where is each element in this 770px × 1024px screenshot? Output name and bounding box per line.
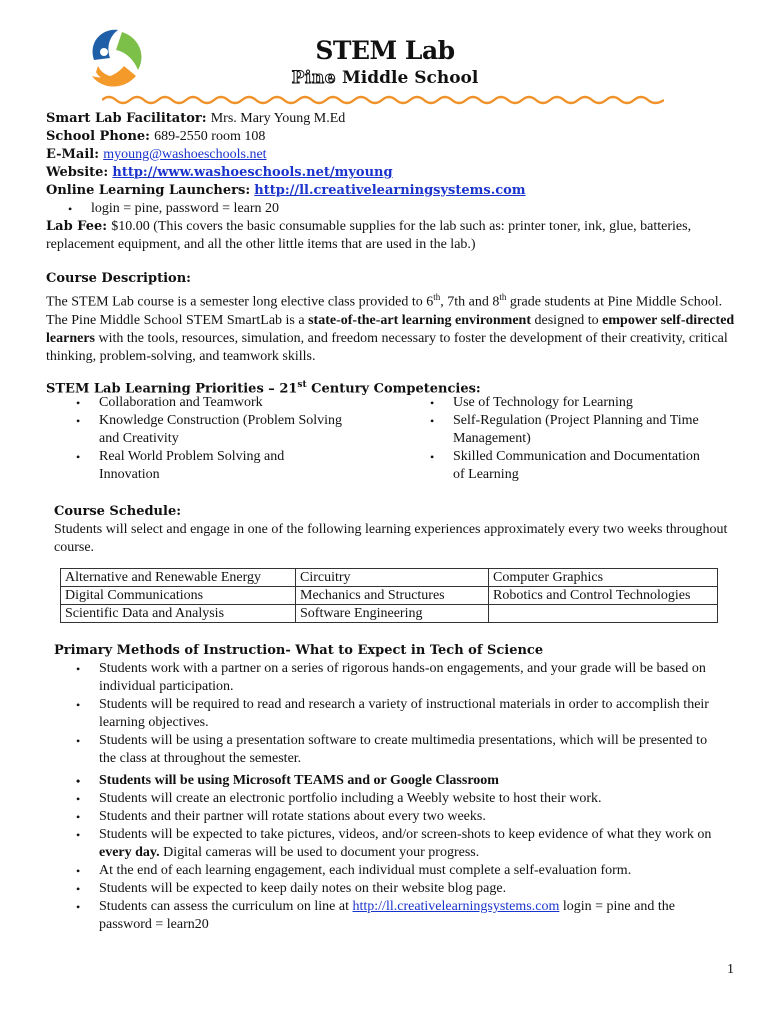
table-row [61,569,718,587]
method-text-bold: every day. [99,845,160,860]
subtitle-rest: Middle School [336,68,479,88]
facilitator-value: Mrs. Mary Young M.Ed [210,111,346,126]
priorities-heading-b: Century Competencies: [306,381,481,397]
table-cell: Mechanics and Structures [296,587,489,605]
contact-block [46,110,736,254]
table-cell: Robotics and Control Technologies [489,587,718,605]
description-heading: Course Description: [46,271,191,286]
table-cell [489,605,718,623]
description-text-5: with the tools, resources, simulation, and freedom necessary to foster the development of their creativity, critical thinking, problem-solving, and teamwork skills. [46,330,728,364]
methods-heading-block [54,642,736,660]
description-sup-1: th [433,292,441,302]
table-cell: Alternative and Renewable Energy [61,569,296,587]
table-cell: Scientific Data and Analysis [61,605,296,623]
document-subtitle [0,68,770,88]
priority-item: • Knowledge Construction (Problem Solving and Creativity [46,412,346,448]
course-schedule [54,503,736,557]
priorities-left-list [46,394,346,484]
priorities-right-list [400,394,700,484]
description-bold-1: state-of-the-art learning environment [308,312,532,328]
priorities-heading-a: STEM Lab Learning Priorities – 21 [46,381,298,397]
priorities-left-col [46,394,346,484]
table-cell: Computer Graphics [489,569,718,587]
priorities-heading-sup: st [297,380,307,390]
method-item: • Students and their partner will rotate stations about every two weeks. [46,808,718,826]
login-list [38,200,736,218]
course-description [46,270,736,366]
priority-item: • Real World Problem Solving and Innovation [46,448,346,484]
method-last-b: login = pine and the password = learn20 [99,899,675,932]
facilitator-line [46,110,736,128]
method-text-b: Digital cameras will be used to document your progress. [159,845,480,860]
facilitator-label: Smart Lab Facilitator: [46,111,207,126]
methods-list [46,660,718,934]
website-link[interactable]: http://www.washoeschools.net/myoung [112,165,393,180]
methods-block [46,660,718,934]
table-row [61,605,718,623]
launchers-link[interactable]: http://ll.creativelearningsystems.com [254,183,526,198]
schedule-intro: Students will select and engage in one of the following learning experiences approximately every two weeks throughout course. [54,522,728,555]
method-item: • Students will create an electronic portfolio including a Weebly website to host their work. [46,790,718,808]
method-item: • At the end of each learning engagement, each individual must complete a self-evaluation form. [46,862,718,880]
schedule-heading: Course Schedule: [54,504,182,519]
fee-line [46,218,736,254]
fee-value: $10.00 (This covers the basic consumable supplies for the lab such as: printer toner, ink, glue, batteries, replacement equipment, and all the other little items that are used in the lab.) [46,219,692,252]
description-sup-2: th [499,292,507,302]
schedule-table [60,568,718,623]
method-last-a: Students can assess the curriculum on line at [99,899,353,914]
table-cell: Digital Communications [61,587,296,605]
fee-label: Lab Fee: [46,219,108,234]
phone-line [46,128,736,146]
description-text-2: , 7th and 8 [440,294,500,310]
method-item: • Students work with a partner on a series of rigorous hands-on engagements, and your grade will be based on individual participation. [46,660,718,696]
website-line [46,164,736,182]
method-item: • Students will be required to read and research a variety of instructional materials in order to accomplish their learning objectives. [46,696,718,732]
launchers-line [46,182,736,200]
priority-item: • Collaboration and Teamwork [46,394,346,412]
methods-heading: Primary Methods of Instruction- What to Expect in Tech of Science [54,643,544,658]
method-item [46,826,718,862]
wavy-divider [102,94,664,106]
priority-item: • Self-Regulation (Project Planning and Time Management) [400,412,700,448]
email-link[interactable]: myoung@washoeschools.net [103,147,267,162]
method-item: • Students will be using a presentation software to create multimedia presentations, which will be presented to the class at throughout the semester. [46,732,718,768]
phone-value: 689-2550 room 108 [154,129,266,144]
page-number: 1 [727,962,734,977]
phone-label: School Phone: [46,129,150,144]
table-cell: Software Engineering [296,605,489,623]
login-bullet: • login = pine, password = learn 20 [38,200,736,218]
launchers-label: Online Learning Launchers: [46,183,251,198]
method-item [46,898,718,934]
email-label: E-Mail: [46,147,100,162]
curriculum-link[interactable]: http://ll.creativelearningsystems.com [352,899,560,914]
priority-item: • Use of Technology for Learning [400,394,700,412]
website-label: Website: [46,165,109,180]
subtitle-pine: Pine [291,68,337,88]
document-title: STEM Lab [315,36,455,65]
table-row [61,587,718,605]
description-text-1: The STEM Lab course is a semester long elective class provided to 6 [46,294,434,310]
priority-item: • Skilled Communication and Documentation of Learning [400,448,700,484]
description-paragraph [46,288,736,366]
email-line [46,146,736,164]
priorities-right-col [400,394,700,484]
method-text-a: Students will be expected to take pictures, videos, and/or screen-shots to keep evidence of what they work on [99,827,712,842]
description-text-3: grade students at Pine Middle School. The Pine Middle School STEM SmartLab is a [46,294,723,328]
description-bold-2: empower self-directed learners [46,312,735,346]
description-text-4: designed to [531,312,603,328]
method-item-bold: • Students will be using Microsoft TEAMS and or Google Classroom [46,772,718,790]
method-item: • Students will be expected to keep daily notes on their website blog page. [46,880,718,898]
table-cell: Circuitry [296,569,489,587]
